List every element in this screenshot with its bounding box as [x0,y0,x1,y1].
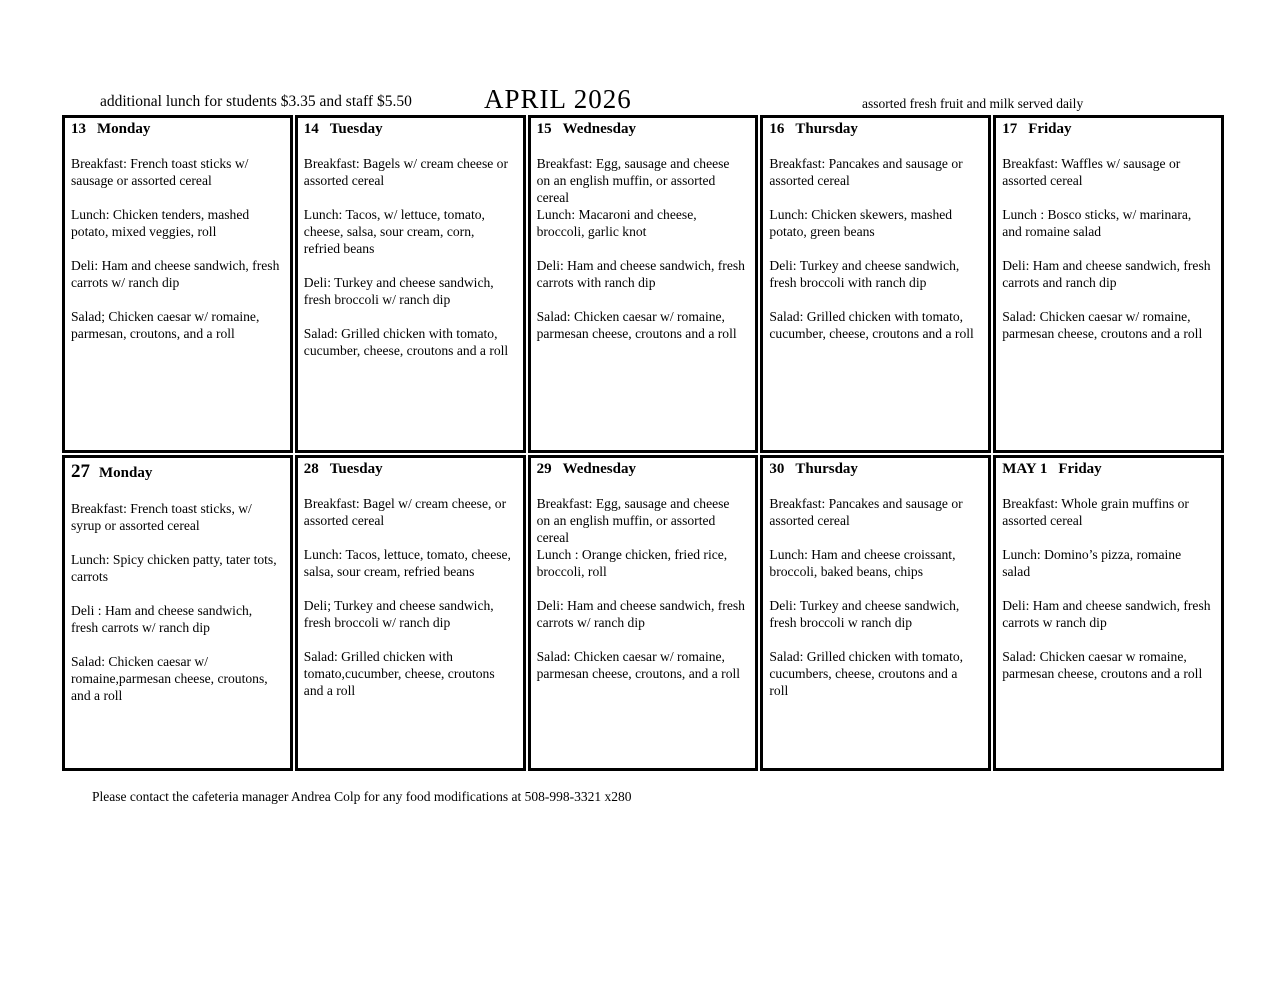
day-header [1002,461,1211,478]
day-header [537,121,746,138]
day-date: 14 [303,121,319,137]
day-cell-apr-30 [760,455,991,771]
month-title: APRIL 2026 [484,84,632,114]
salad-text: Salad: Chicken caesar w/ romaine,parmesan cheese, croutons, and a roll [71,654,268,703]
breakfast-text: Breakfast: Pancakes and sausage or assorted cereal [769,496,963,528]
day-weekday: Monday [99,465,153,481]
lunch-text: Lunch: Spicy chicken patty, tater tots, carrots [71,552,277,584]
day-date: 30 [769,461,785,477]
day-header [769,461,978,478]
breakfast-text: Breakfast: Pancakes and sausage or assorted cereal [769,156,963,188]
day-header [71,461,280,483]
salad-text: Salad: Grilled chicken with tomato,cucumber, cheese, croutons and a roll [303,649,495,698]
deli-text: Deli: Ham and cheese sandwich, fresh carrots w ranch dip [1002,598,1211,630]
day-weekday: Thursday [795,461,858,477]
week-row-2 [62,455,1224,771]
day-header [769,121,978,138]
day-header [1002,121,1211,138]
salad-text: Salad: Chicken caesar w/ romaine, parmesan cheese, croutons, and a roll [536,649,741,681]
deli-text: Deli: Ham and cheese sandwich, fresh carrots and ranch dip [1002,258,1211,290]
breakfast-text: Breakfast: French toast sticks w/ sausage or assorted cereal [71,156,249,188]
week-row-1 [62,115,1224,453]
breakfast-text: Breakfast: Egg, sausage and cheese on an english muffin, or assorted cereal [536,496,730,545]
day-cell-apr-27 [62,455,293,771]
day-date: 16 [769,121,785,137]
deli-text: Deli : Ham and cheese sandwich, fresh carrots w/ ranch dip [71,603,253,635]
lunch-text: Lunch : Bosco sticks, w/ marinara, and romaine salad [1002,207,1192,239]
day-cell-apr-14 [295,115,526,453]
day-cell-apr-28 [295,455,526,771]
day-date: 17 [1002,121,1018,137]
day-date: MAY 1 [1002,461,1048,477]
breakfast-text: Breakfast: French toast sticks, w/ syrup or assorted cereal [71,501,252,533]
deli-text: Deli: Ham and cheese sandwich, fresh carrots w/ ranch dip [536,598,745,630]
day-weekday: Tuesday [329,121,383,137]
deli-text: Deli: Turkey and cheese sandwich, fresh broccoli with ranch dip [769,258,960,290]
salad-text: Salad: Grilled chicken with tomato, cucumber, cheese, croutons and a roll [769,309,974,341]
day-header [537,461,746,478]
deli-text: Deli; Turkey and cheese sandwich, fresh broccoli w/ ranch dip [303,598,494,630]
day-weekday: Wednesday [562,121,636,137]
day-header [304,461,513,478]
deli-text: Deli: Turkey and cheese sandwich, fresh broccoli w/ ranch dip [303,275,494,307]
day-cell-apr-15 [528,115,759,453]
contact-note: Please contact the cafeteria manager Andrea Colp for any food modifications at 508-998-3321 x280 [92,789,632,804]
menu-calendar [60,113,1226,773]
salad-text: Salad: Chicken caesar w romaine, parmesan cheese, croutons and a roll [1002,649,1203,681]
lunch-text: Lunch: Chicken tenders, mashed potato, mixed veggies, roll [71,207,250,239]
day-cell-apr-16 [760,115,991,453]
breakfast-text: Breakfast: Waffles w/ sausage or assorted cereal [1002,156,1181,188]
lunch-text: Lunch: Tacos, w/ lettuce, tomato, cheese, salsa, sour cream, corn, refried beans [303,207,485,256]
lunch-text: Lunch : Orange chicken, fried rice, broccoli, roll [536,547,728,579]
breakfast-text: Breakfast: Whole grain muffins or assorted cereal [1002,496,1189,528]
day-date: 13 [71,121,86,137]
day-weekday: Friday [1028,121,1072,137]
day-weekday: Wednesday [562,461,636,477]
day-header [304,121,513,138]
day-date: 28 [303,461,319,477]
price-note: additional lunch for students $3.35 and staff $5.50 [100,93,412,110]
day-weekday: Thursday [795,121,858,137]
salad-text: Salad: Grilled chicken with tomato, cucumber, cheese, croutons and a roll [303,326,509,358]
day-cell-apr-17 [993,115,1224,453]
breakfast-text: Breakfast: Bagels w/ cream cheese or assorted cereal [303,156,508,188]
day-date: 29 [536,461,552,477]
deli-text: Deli: Ham and cheese sandwich, fresh carrots with ranch dip [536,258,745,290]
deli-text: Deli: Ham and cheese sandwich, fresh carrots w/ ranch dip [71,258,280,290]
lunch-text: Lunch: Tacos, lettuce, tomato, cheese, salsa, sour cream, refried beans [303,547,511,579]
day-cell-may-1 [993,455,1224,771]
lunch-text: Lunch: Chicken skewers, mashed potato, green beans [769,207,953,239]
lunch-text: Lunch: Macaroni and cheese, broccoli, garlic knot [536,207,697,239]
breakfast-text: Breakfast: Bagel w/ cream cheese, or assorted cereal [303,496,507,528]
lunch-text: Lunch: Domino’s pizza, romaine salad [1002,547,1182,579]
daily-note: assorted fresh fruit and milk served daily [862,96,1084,111]
day-cell-apr-13 [62,115,293,453]
day-header [71,121,280,138]
day-weekday: Monday [97,121,151,137]
lunch-text: Lunch: Ham and cheese croissant, broccoli, baked beans, chips [769,547,956,579]
salad-text: Salad: Grilled chicken with tomato, cucumbers, cheese, croutons and a roll [769,649,964,698]
salad-text: Salad: Chicken caesar w/ romaine, parmesan cheese, croutons and a roll [536,309,737,341]
salad-text: Salad; Chicken caesar w/ romaine, parmesan, croutons, and a roll [71,309,260,341]
day-date: 15 [536,121,552,137]
day-weekday: Friday [1058,461,1102,477]
day-cell-apr-29 [528,455,759,771]
day-weekday: Tuesday [329,461,383,477]
salad-text: Salad: Chicken caesar w/ romaine, parmesan cheese, croutons and a roll [1002,309,1203,341]
deli-text: Deli: Turkey and cheese sandwich, fresh broccoli w ranch dip [769,598,960,630]
day-date: 27 [71,461,90,482]
breakfast-text: Breakfast: Egg, sausage and cheese on an english muffin, or assorted cereal [536,156,730,205]
